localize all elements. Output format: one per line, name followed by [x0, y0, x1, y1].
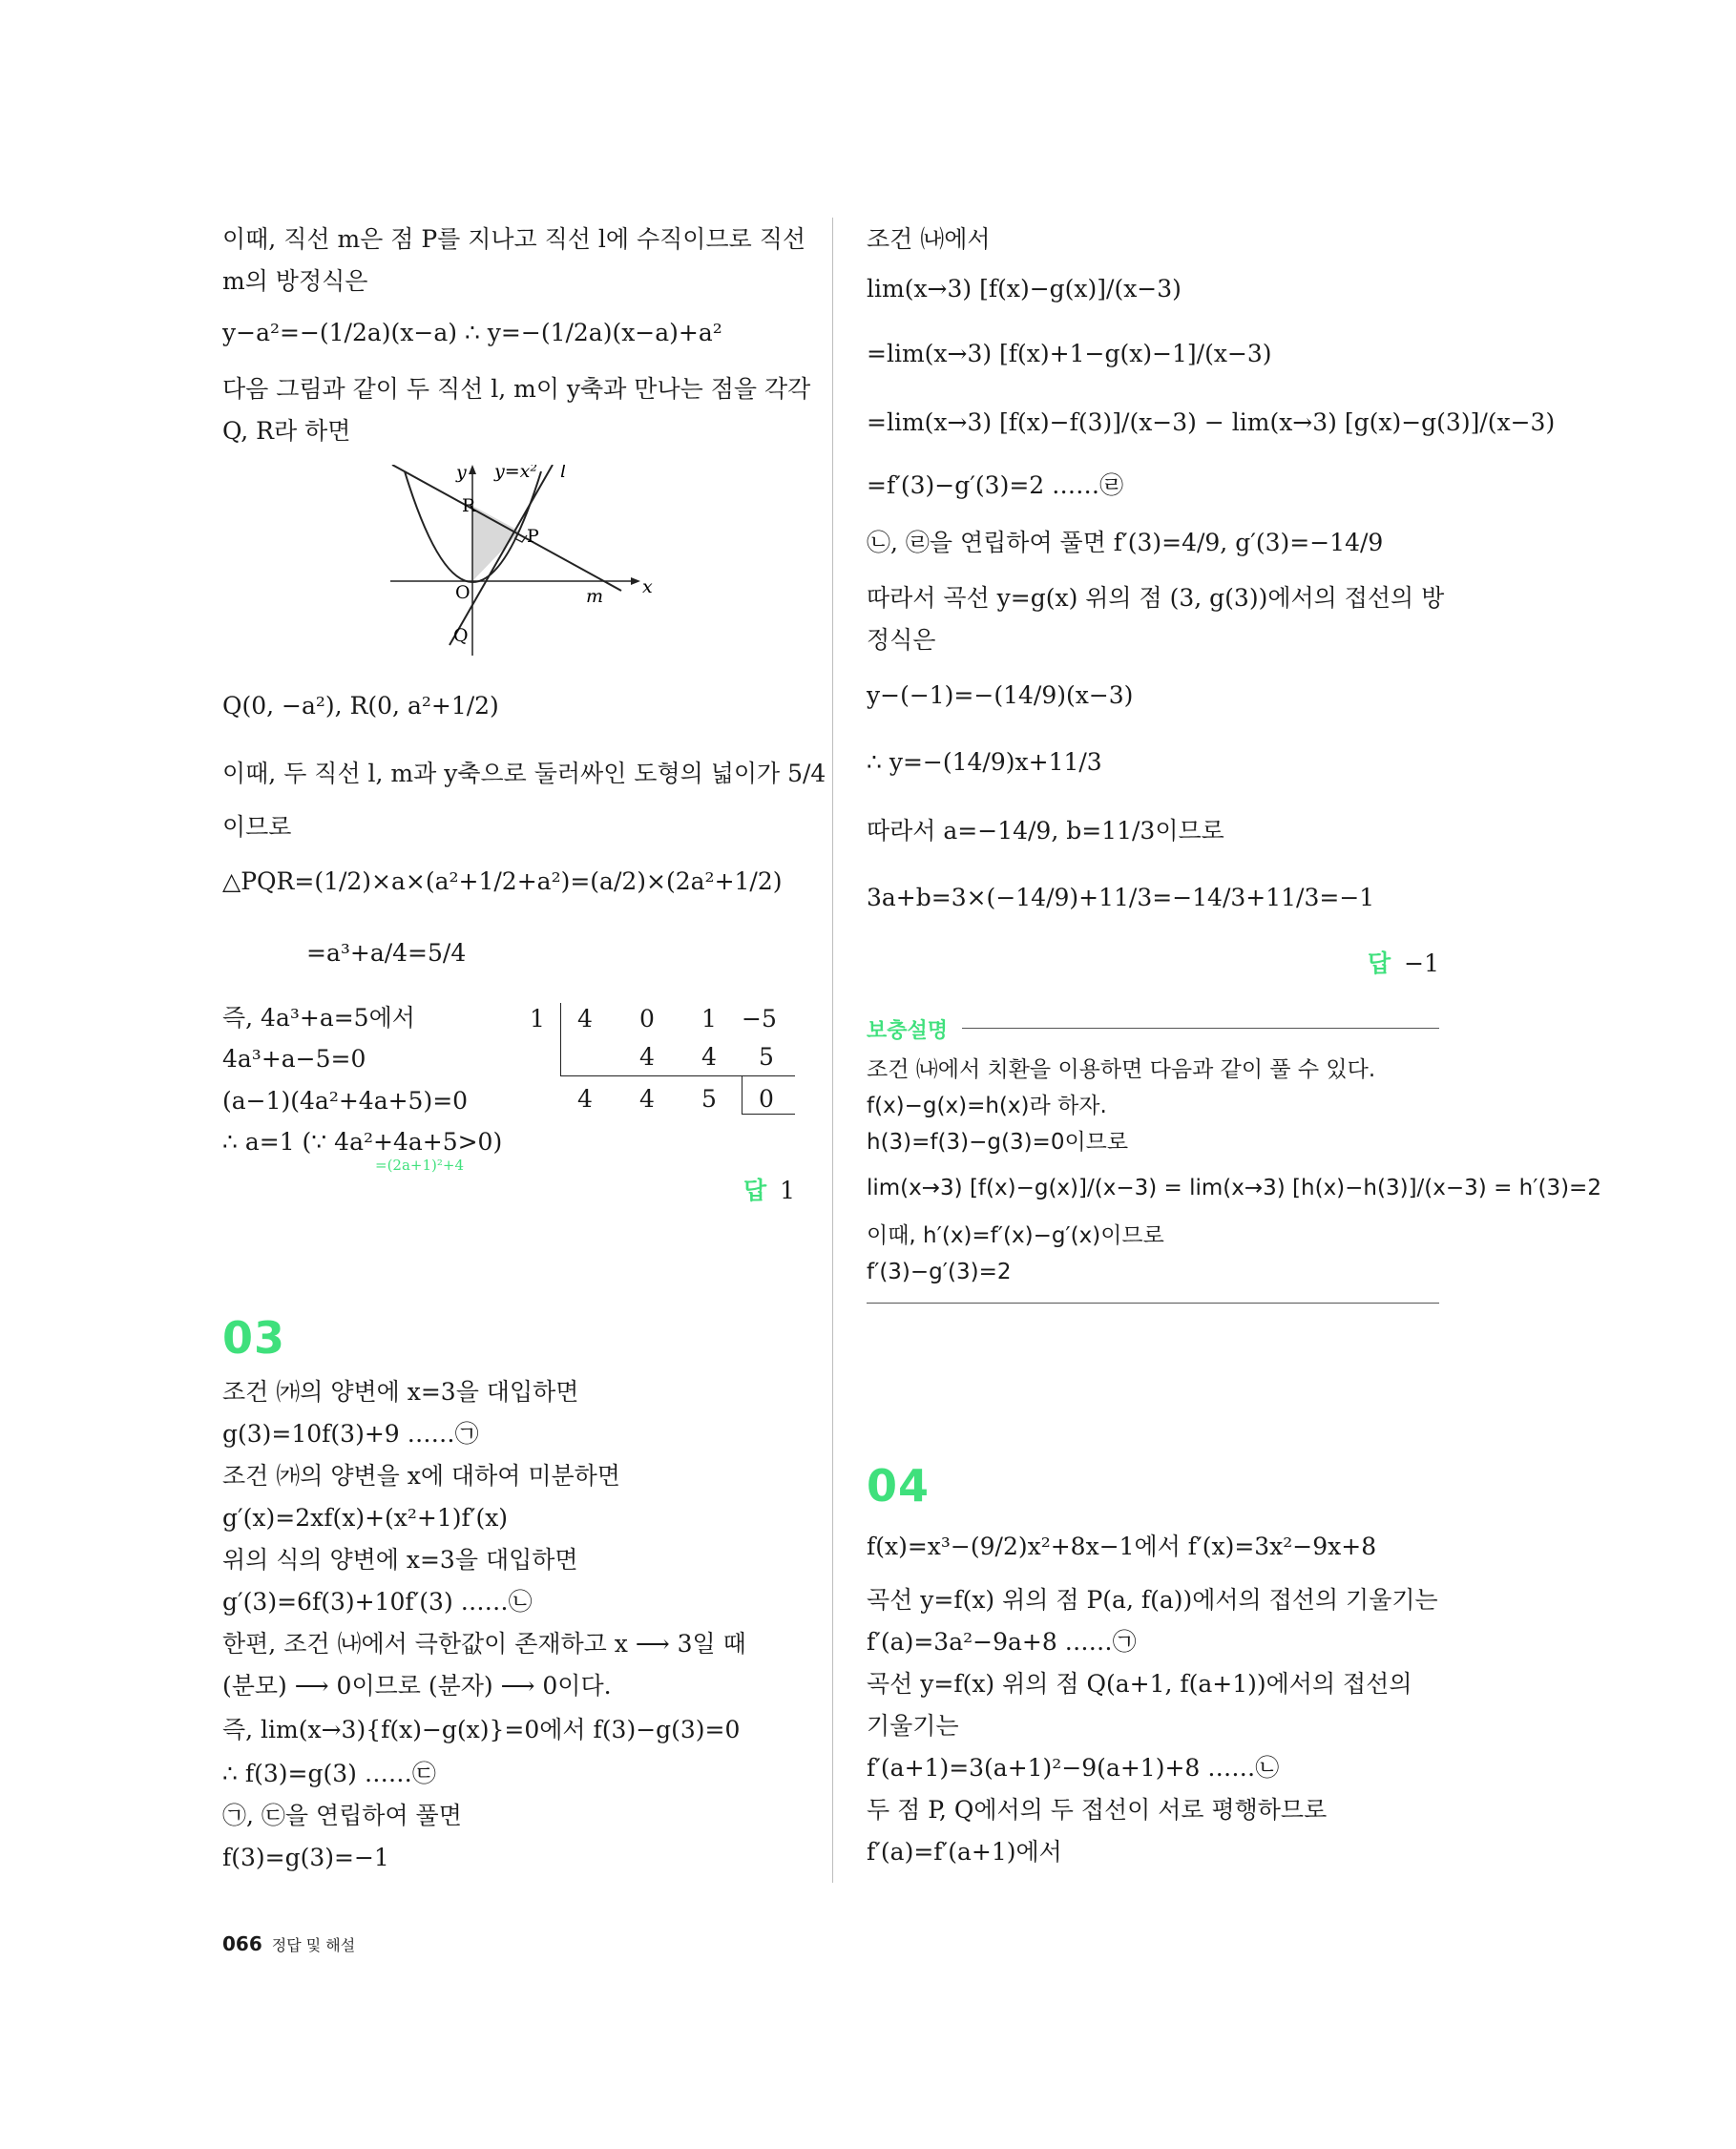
footer-title: 정답 및 해설 [271, 1936, 356, 1954]
equation-line: =lim(x→3) [f(x)+1−g(x)−1]/(x−3) [867, 340, 1272, 367]
equation-line: ∴ y=−(14/9)x+11/3 [867, 748, 1102, 776]
division-vline [560, 1003, 561, 1075]
equation-line: △PQR=(1/2)×a×(a²+1/2+a²)=(a/2)×(2a²+1/2) [222, 867, 783, 895]
division-cell: 0 [639, 1005, 655, 1033]
page-number: 066 [222, 1932, 262, 1955]
division-cell: −5 [742, 1005, 777, 1033]
text-line: 즉, 4a³+a=5에서 [222, 1004, 415, 1032]
division-cell: 5 [759, 1043, 774, 1071]
y-axis-arrow [469, 465, 476, 474]
supplement-line: 이때, h′(x)=f′(x)−g′(x)이므로 [867, 1223, 1164, 1248]
graph-label-y: y [456, 465, 467, 483]
division-cell: 5 [701, 1085, 717, 1113]
equation-line: 따라서 a=−14/9, b=11/3이므로 [867, 817, 1224, 845]
graph-label-o: O [455, 582, 471, 603]
graph-label-x: x [642, 576, 653, 597]
supplement-line: h(3)=f(3)−g(3)=0이므로 [867, 1130, 1129, 1155]
supplement-line: f′(3)−g′(3)=2 [867, 1260, 1012, 1284]
supplement-top-rule [962, 1028, 1439, 1029]
text-line: 이때, 직선 m은 점 P를 지나고 직선 l에 수직이므로 직선 [222, 225, 805, 253]
division-cell: 1 [701, 1005, 717, 1033]
equation-line: 3a+b=3×(−14/9)+11/3=−14/3+11/3=−1 [867, 884, 1375, 911]
annotation-note: =(2a+1)²+4 [375, 1157, 464, 1174]
text-line: 조건 ㈎의 양변에 x=3을 대입하면 [222, 1378, 579, 1406]
division-cell: 4 [639, 1043, 655, 1071]
x-axis-arrow [631, 577, 640, 585]
text-line: (분모) ⟶ 0이므로 (분자) ⟶ 0이다. [222, 1672, 612, 1700]
line-m [392, 465, 621, 591]
synthetic-division [530, 1001, 795, 1144]
division-remainder: 0 [759, 1085, 774, 1113]
equation-line: f(x)=x³−(9/2)x²+8x−1에서 f′(x)=3x²−9x+8 [867, 1533, 1377, 1560]
supplement-line: 조건 ㈏에서 치환을 이용하면 다음과 같이 풀 수 있다. [867, 1057, 1376, 1082]
text-line: 정식은 [867, 626, 936, 654]
division-cell: 4 [639, 1085, 655, 1113]
answer-value: −1 [1404, 949, 1439, 977]
text-line: ㉠, ㉢을 연립하여 풀면 [222, 1802, 462, 1829]
graph-label-p: P [527, 526, 539, 547]
text-line: 이때, 두 직선 l, m과 y축으로 둘러싸인 도형의 넓이가 5/4 [222, 760, 826, 787]
equation-line: y−(−1)=−(14/9)(x−3) [867, 681, 1134, 709]
text-line: 따라서 곡선 y=g(x) 위의 점 (3, g(3))에서의 접선의 방 [867, 584, 1445, 612]
equation-line: g(3)=10f(3)+9 ……㉠ [222, 1420, 479, 1448]
graph-label-l: l [560, 465, 567, 482]
equation-line: Q(0, −a²), R(0, a²+1/2) [222, 692, 499, 720]
text-line: 한편, 조건 ㈏에서 극한값이 존재하고 x ⟶ 3일 때 [222, 1630, 746, 1658]
graph-label-q: Q [453, 625, 469, 646]
division-cell: 4 [577, 1005, 593, 1033]
answer-label: 답 [743, 1177, 767, 1204]
equation-line: g′(x)=2xf(x)+(x²+1)f′(x) [222, 1504, 509, 1532]
text-line: 기울기는 [867, 1712, 959, 1740]
text-line: 다음 그림과 같이 두 직선 l, m이 y축과 만나는 점을 각각 [222, 375, 811, 403]
division-box-left [742, 1075, 743, 1114]
text-line: Q, R라 하면 [222, 417, 351, 445]
equation-line: 4a³+a−5=0 [222, 1045, 366, 1073]
answer-label: 답 [1367, 949, 1391, 977]
equation-line: =f′(3)−g′(3)=2 ……㉣ [867, 471, 1124, 499]
section-number-04: 04 [867, 1460, 931, 1512]
supplement-title: 보충설명 [867, 1019, 949, 1043]
text-line: 두 점 P, Q에서의 두 접선이 서로 평행하므로 [867, 1796, 1328, 1824]
answer-value: 1 [780, 1177, 795, 1204]
equation-line: ∴ f(3)=g(3) ……㉢ [222, 1760, 436, 1787]
text-line: 조건 ㈏에서 [867, 225, 991, 253]
equation-line: =a³+a/4=5/4 [306, 939, 467, 967]
text-line: m의 방정식은 [222, 267, 368, 295]
division-root: 1 [530, 1005, 545, 1033]
division-cell: 4 [577, 1085, 593, 1113]
division-box-bottom [742, 1114, 795, 1115]
equation-line: ∴ a=1 (∵ 4a²+4a+5>0) [222, 1128, 503, 1156]
column-divider [832, 218, 833, 1883]
section-number-03: 03 [222, 1312, 286, 1364]
text-line: ㉡, ㉣을 연립하여 풀면 f′(3)=4/9, g′(3)=−14/9 [867, 529, 1384, 556]
division-hline [560, 1075, 795, 1076]
supplement-bottom-rule [867, 1303, 1439, 1304]
equation-line: f(3)=g(3)=−1 [222, 1844, 389, 1871]
division-cell: 4 [701, 1043, 717, 1071]
equation-line: f′(a)=f′(a+1)에서 [867, 1838, 1062, 1866]
answer-03 [1368, 945, 1439, 979]
text-line: 위의 식의 양변에 x=3을 대입하면 [222, 1546, 578, 1574]
text-line: 조건 ㈎의 양변을 x에 대하여 미분하면 [222, 1462, 620, 1490]
graph-label-r: R [462, 495, 476, 516]
supplement-line: f(x)−g(x)=h(x)라 하자. [867, 1094, 1107, 1118]
equation-line: 즉, lim(x→3){f(x)−g(x)}=0에서 f(3)−g(3)=0 [222, 1716, 741, 1743]
supplement-line: lim(x→3) [f(x)−g(x)]/(x−3) = lim(x→3) [h(x)−h(3)]/(x−3) = h′(3)=2 [867, 1176, 1601, 1200]
equation-line: g′(3)=6f(3)+10f′(3) ……㉡ [222, 1588, 533, 1616]
equation-line: y−a²=−(1/2a)(x−a) ∴ y=−(1/2a)(x−a)+a² [222, 319, 722, 346]
text-line: 이므로 [222, 813, 292, 841]
equation-line: f′(a)=3a²−9a+8 ……㉠ [867, 1628, 1137, 1656]
line-l [450, 465, 553, 645]
graph-label-curve: y=x² [494, 465, 537, 482]
text-line: 곡선 y=f(x) 위의 점 Q(a+1, f(a+1))에서의 접선의 [867, 1670, 1412, 1698]
parabola-graph [390, 465, 705, 665]
equation-line: (a−1)(4a²+4a+5)=0 [222, 1087, 469, 1115]
equation-line: lim(x→3) [f(x)−g(x)]/(x−3) [867, 275, 1182, 303]
page-footer [222, 1932, 355, 1955]
answer-02 [743, 1172, 795, 1206]
equation-line: f′(a+1)=3(a+1)²−9(a+1)+8 ……㉡ [867, 1754, 1280, 1782]
text-line: 곡선 y=f(x) 위의 점 P(a, f(a))에서의 접선의 기울기는 [867, 1586, 1438, 1614]
graph-label-m: m [586, 586, 604, 607]
equation-line: =lim(x→3) [f(x)−f(3)]/(x−3) − lim(x→3) [g(x)−g(3)]/(x−3) [867, 408, 1556, 436]
